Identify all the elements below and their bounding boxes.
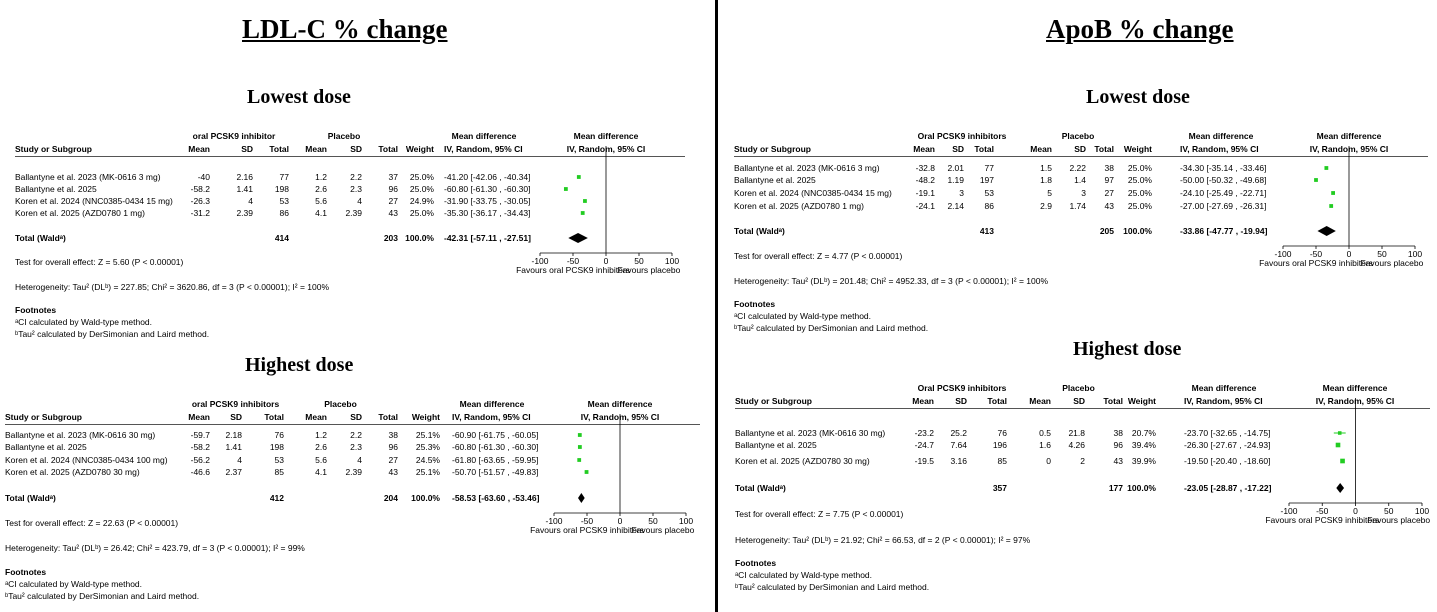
left-highest-row-2-sd2: 4 <box>357 455 362 465</box>
left-highest-header-sd2: SD <box>350 412 362 422</box>
left-lowest-total-ci: -42.31 [-57.11 , -27.51] <box>444 233 531 243</box>
left-lowest-row-3-sd2: 2.39 <box>345 208 362 218</box>
right-highest-header-mean2: Mean <box>1029 396 1051 406</box>
left-highest-total-weight: 100.0% <box>411 493 440 503</box>
right-highest-header-sd1: SD <box>955 396 967 406</box>
right-lowest-tick-label-1: -50 <box>1309 249 1323 259</box>
right-lowest-total-label: Total (Waldᵃ) <box>734 226 785 236</box>
right-highest-row-2-sd2: 2 <box>1080 456 1085 466</box>
left-lowest-row-2-mean2: 5.6 <box>315 196 327 206</box>
right-lowest-row-1-sd2: 1.4 <box>1074 175 1086 185</box>
left-lowest-row-0-sd1: 2.16 <box>236 172 253 182</box>
left-lowest-header-drug: oral PCSK9 inhibitor <box>192 131 276 141</box>
left-highest-row-2-weight: 24.5% <box>415 455 440 465</box>
left-highest-footnote-2: ᵇTau² calculated by DerSimonian and Laird method. <box>5 591 200 601</box>
left-lowest-row-3-n1: 86 <box>279 208 289 218</box>
right-lowest-row-3-sd1: 2.14 <box>947 201 964 211</box>
right-lowest-header-sd2: SD <box>1074 144 1086 154</box>
left-lowest-header-sd1: SD <box>241 144 253 154</box>
right-lowest-row-2-mean1: -19.1 <box>915 188 935 198</box>
left-lowest-row-1-ci: -60.80 [-61.30 , -60.30] <box>444 184 531 194</box>
right-highest-header-placebo: Placebo <box>1062 383 1095 393</box>
right-highest-tick-label-1: -50 <box>1316 506 1329 516</box>
left-lowest-header-study: Study or Subgroup <box>15 144 92 154</box>
left-lowest-total-n2: 203 <box>383 233 398 243</box>
right-highest-point-0 <box>1338 431 1342 435</box>
left-lowest-header-md-plot: Mean difference <box>573 131 639 141</box>
right-lowest-favours-right: Favours placebo <box>1360 258 1424 268</box>
right-highest-header-study: Study or Subgroup <box>735 396 812 406</box>
left-highest-row-3-ci: -50.70 [-51.57 , -49.83] <box>452 467 539 477</box>
left-lowest-row-2-mean1: -26.3 <box>190 196 210 206</box>
right-highest-point-2 <box>1340 459 1345 464</box>
right-lowest-header-total2: Total <box>1094 144 1114 154</box>
left-lowest-row-3-ci: -35.30 [-36.17 , -34.43] <box>444 208 531 218</box>
right-highest-row-2-mean2: 0 <box>1046 456 1051 466</box>
left-highest-row-2-mean2: 5.6 <box>315 455 327 465</box>
right-highest-tick-label-2: 0 <box>1353 506 1358 516</box>
right-lowest-row-3-weight: 25.0% <box>1127 201 1152 211</box>
ldl-half <box>0 0 715 612</box>
right-highest-header-md: Mean difference <box>1191 383 1257 393</box>
left-lowest-header-mean2: Mean <box>305 144 327 154</box>
right-highest-row-0-n2: 38 <box>1113 428 1123 438</box>
right-lowest-row-2-sd1: 3 <box>959 188 964 198</box>
right-highest-total-n2: 177 <box>1108 483 1123 493</box>
left-highest-row-2-n2: 27 <box>388 455 398 465</box>
left-highest-point-2 <box>577 458 581 462</box>
left-highest-row-1-n1: 198 <box>269 442 284 452</box>
left-lowest-tick-label-2: 0 <box>603 256 609 266</box>
left-highest-row-3-mean2: 4.1 <box>315 467 327 477</box>
right-lowest-row-0-sd1: 2.01 <box>947 163 964 173</box>
left-highest-footnote-0: Footnotes <box>5 567 47 577</box>
left-lowest-footnote-1: ᵃCI calculated by Wald-type method. <box>15 317 153 327</box>
left-lowest-row-3-mean1: -31.2 <box>190 208 210 218</box>
right-lowest-header-drug: Oral PCSK9 inhibitors <box>917 131 1007 141</box>
right-lowest-row-1-mean2: 1.8 <box>1040 175 1052 185</box>
right-highest-row-0-mean1: -23.2 <box>914 428 934 438</box>
right-highest-tick-label-4: 100 <box>1414 506 1430 516</box>
right-highest-row-2-ci: -19.50 [-20.40 , -18.60] <box>1184 456 1271 466</box>
left-highest-row-0-sd2: 2.2 <box>350 430 362 440</box>
left-lowest-row-1-sd2: 2.3 <box>350 184 362 194</box>
left-lowest-row-0-mean2: 1.2 <box>315 172 327 182</box>
right-highest-heterogeneity: Heterogeneity: Tau² (DLᵇ) = 21.92; Chi² = 66.53, df = 2 (P < 0.00001); I² = 97% <box>735 535 1031 545</box>
left-lowest-row-1-mean2: 2.6 <box>315 184 327 194</box>
right-lowest-header-md-sub-plot: IV, Random, 95% CI <box>1309 144 1389 154</box>
right-lowest-row-0-mean1: -32.8 <box>915 163 935 173</box>
left-highest-total-n2: 204 <box>383 493 398 503</box>
right-lowest-row-0-weight: 25.0% <box>1127 163 1152 173</box>
right-highest-favours-right: Favours placebo <box>1367 515 1431 525</box>
left-highest-row-1-study: Ballantyne et al. 2025 <box>5 442 87 452</box>
right-lowest-row-1-ci: -50.00 [-50.32 , -49.68] <box>1180 175 1267 185</box>
right-lowest-header-mean2: Mean <box>1030 144 1052 154</box>
left-highest-header-total2: Total <box>378 412 398 422</box>
right-lowest-row-2-n2: 27 <box>1104 188 1114 198</box>
left-highest-row-0-ci: -60.90 [-61.75 , -60.05] <box>452 430 539 440</box>
right-highest-header-weight: Weight <box>1127 396 1156 406</box>
left-highest-row-0-mean1: -59.7 <box>190 430 210 440</box>
left-lowest-row-0-weight: 25.0% <box>409 172 434 182</box>
left-highest-row-0-study: Ballantyne et al. 2023 (MK-0616 30 mg) <box>5 430 156 440</box>
left-lowest-row-1-mean1: -58.2 <box>190 184 210 194</box>
left-lowest-tick-label-1: -50 <box>566 256 580 266</box>
right-highest-total-label: Total (Waldᵃ) <box>735 483 786 493</box>
left-highest-heterogeneity: Heterogeneity: Tau² (DLᵇ) = 26.42; Chi² = 423.79, df = 3 (P < 0.00001); I² = 99% <box>5 543 305 553</box>
left-lowest-total-n1: 414 <box>274 233 289 243</box>
right-highest-footnote-0: Footnotes <box>735 558 777 568</box>
left-highest-pooled-diamond <box>578 493 585 503</box>
left-highest-tick-label-1: -50 <box>580 516 594 526</box>
right-highest-row-1-weight: 39.4% <box>1131 440 1156 450</box>
left-lowest-row-2-ci: -31.90 [-33.75 , -30.05] <box>444 196 531 206</box>
left-highest-overall-effect: Test for overall effect: Z = 22.63 (P < 0.00001) <box>5 518 179 528</box>
left-lowest-header-total1: Total <box>269 144 289 154</box>
right-highest-row-1-mean2: 1.6 <box>1039 440 1051 450</box>
left-lowest-row-2-study: Koren et al. 2024 (NNC0385-0434 15 mg) <box>15 196 173 206</box>
left-lowest-row-1-sd1: 1.41 <box>236 184 253 194</box>
left-highest-row-1-n2: 96 <box>388 442 398 452</box>
right-highest-header-md-plot: Mean difference <box>1322 383 1388 393</box>
left-lowest-row-2-n1: 53 <box>279 196 289 206</box>
left-highest-header-total1: Total <box>264 412 284 422</box>
left-lowest-row-0-study: Ballantyne et al. 2023 (MK-0616 3 mg) <box>15 172 161 182</box>
left-highest-row-1-mean1: -58.2 <box>190 442 210 452</box>
right-lowest-footnote-0: Footnotes <box>734 299 776 309</box>
left-highest-row-3-study: Koren et al. 2025 (AZD0780 30 mg) <box>5 467 140 477</box>
right-highest-total-weight: 100.0% <box>1127 483 1156 493</box>
left-lowest-row-1-n1: 198 <box>274 184 289 194</box>
right-highest-row-2-weight: 39.9% <box>1131 456 1156 466</box>
left-highest-header-placebo: Placebo <box>324 399 357 409</box>
left-highest-row-2-mean1: -56.2 <box>190 455 210 465</box>
right-lowest-favours-left: Favours oral PCSK9 inhibitors <box>1259 258 1373 268</box>
left-lowest-tick-label-3: 50 <box>634 256 644 266</box>
right-lowest-header-mean1: Mean <box>913 144 935 154</box>
right-lowest-row-3-ci: -27.00 [-27.69 , -26.31] <box>1180 201 1267 211</box>
left-highest-header-mean2: Mean <box>305 412 327 422</box>
left-highest-header-weight: Weight <box>411 412 440 422</box>
right-highest-point-1 <box>1336 443 1341 448</box>
left-lowest-tick-label-4: 100 <box>664 256 680 266</box>
right-lowest-header-md: Mean difference <box>1188 131 1254 141</box>
right-highest-header-sd2: SD <box>1073 396 1085 406</box>
left-lowest-row-1-n2: 96 <box>388 184 398 194</box>
left-lowest-overall-effect: Test for overall effect: Z = 5.60 (P < 0.00001) <box>15 257 184 267</box>
right-highest-header-md-sub: IV, Random, 95% CI <box>1184 396 1263 406</box>
right-lowest-tick-label-4: 100 <box>1407 249 1423 259</box>
right-highest-row-1-n2: 96 <box>1113 440 1123 450</box>
right-lowest-row-1-weight: 25.0% <box>1127 175 1152 185</box>
left-lowest-header-weight: Weight <box>405 144 434 154</box>
right-lowest-row-3-mean1: -24.1 <box>915 201 935 211</box>
left-highest-favours-left: Favours oral PCSK9 inhibitors <box>530 525 644 535</box>
left-highest-row-0-weight: 25.1% <box>415 430 440 440</box>
left-lowest-tick-label-0: -100 <box>531 256 549 266</box>
apob-main-title: ApoB % change <box>1046 14 1234 44</box>
right-highest-row-2-mean1: -19.5 <box>914 456 934 466</box>
right-highest-header-mean1: Mean <box>912 396 934 406</box>
right-highest-row-2-sd1: 3.16 <box>950 456 967 466</box>
left-lowest-header-md-sub-plot: IV, Random, 95% CI <box>566 144 646 154</box>
left-highest-point-0 <box>578 433 582 437</box>
right-lowest-row-0-ci: -34.30 [-35.14 , -33.46] <box>1180 163 1267 173</box>
left-highest-row-3-mean1: -46.6 <box>190 467 210 477</box>
left-highest-row-3-sd2: 2.39 <box>345 467 362 477</box>
right-highest-row-0-mean2: 0.5 <box>1039 428 1051 438</box>
right-lowest-header-sd1: SD <box>952 144 964 154</box>
left-highest-header-study: Study or Subgroup <box>5 412 82 422</box>
right-lowest-row-0-study: Ballantyne et al. 2023 (MK-0616 3 mg) <box>734 163 880 173</box>
left-highest-row-2-ci: -61.80 [-63.65 , -59.95] <box>452 455 539 465</box>
right-lowest-row-3-n2: 43 <box>1104 201 1114 211</box>
left-lowest-total-label: Total (Waldᵃ) <box>15 233 66 243</box>
left-lowest-row-2-n2: 27 <box>388 196 398 206</box>
left-lowest-row-2-sd2: 4 <box>357 196 362 206</box>
left-highest-header-md-sub: IV, Random, 95% CI <box>452 412 531 422</box>
right-highest-tick-label-3: 50 <box>1384 506 1394 516</box>
left-highest-row-0-sd1: 2.18 <box>225 430 242 440</box>
left-highest-header-md: Mean difference <box>459 399 525 409</box>
right-lowest-total-ci: -33.86 [-47.77 , -19.94] <box>1180 226 1268 236</box>
left-lowest-row-0-n1: 77 <box>279 172 289 182</box>
right-lowest-row-1-n2: 97 <box>1104 175 1114 185</box>
right-lowest-header-md-plot: Mean difference <box>1316 131 1382 141</box>
right-lowest-footnote-2: ᵇTau² calculated by DerSimonian and Laird method. <box>734 323 929 333</box>
right-lowest-row-3-study: Koren et al. 2025 (AZD0780 1 mg) <box>734 201 864 211</box>
right-highest-favours-left: Favours oral PCSK9 inhibitors <box>1265 515 1380 525</box>
left-highest-row-1-mean2: 2.6 <box>315 442 327 452</box>
left-lowest-header-total2: Total <box>378 144 398 154</box>
right-lowest-total-weight: 100.0% <box>1123 226 1152 236</box>
left-highest-row-1-sd2: 2.3 <box>350 442 362 452</box>
left-lowest-heterogeneity: Heterogeneity: Tau² (DLᵇ) = 227.85; Chi² = 3620.86, df = 3 (P < 0.00001); I² = 100% <box>15 282 330 292</box>
right-lowest-row-0-mean2: 1.5 <box>1040 163 1052 173</box>
left-lowest-row-2-weight: 24.9% <box>409 196 434 206</box>
left-lowest-row-1-study: Ballantyne et al. 2025 <box>15 184 97 194</box>
left-lowest-favours-right: Favours placebo <box>617 265 681 275</box>
right-lowest-total-n2: 205 <box>1099 226 1114 236</box>
right-highest-overall-effect: Test for overall effect: Z = 7.75 (P < 0.00001) <box>735 509 904 519</box>
left-lowest-total-weight: 100.0% <box>405 233 434 243</box>
left-highest-row-0-n2: 38 <box>388 430 398 440</box>
right-highest-row-0-ci: -23.70 [-32.65 , -14.75] <box>1184 428 1271 438</box>
right-highest-row-2-n1: 85 <box>997 456 1007 466</box>
left-highest-tick-label-2: 0 <box>617 516 623 526</box>
right-highest-row-0-n1: 76 <box>997 428 1007 438</box>
right-lowest-row-1-n1: 197 <box>979 175 994 185</box>
right-lowest-header-study: Study or Subgroup <box>734 144 811 154</box>
right-highest-row-1-sd1: 7.64 <box>950 440 967 450</box>
left-lowest-footnote-0: Footnotes <box>15 305 57 315</box>
right-lowest-row-0-n1: 77 <box>984 163 994 173</box>
left-lowest-row-0-ci: -41.20 [-42.06 , -40.34] <box>444 172 531 182</box>
right-lowest-row-2-n1: 53 <box>984 188 994 198</box>
left-highest-favours-right: Favours placebo <box>631 525 695 535</box>
left-highest-tick-label-4: 100 <box>678 516 694 526</box>
right-lowest-row-2-ci: -24.10 [-25.49 , -22.71] <box>1180 188 1267 198</box>
left-highest-row-3-sd1: 2.37 <box>225 467 242 477</box>
left-lowest-header-md: Mean difference <box>451 131 517 141</box>
left-highest-row-3-weight: 25.1% <box>415 467 440 477</box>
left-highest-row-2-n1: 53 <box>274 455 284 465</box>
left-lowest-row-3-n2: 43 <box>388 208 398 218</box>
right-highest-tick-label-0: -100 <box>1280 506 1298 516</box>
right-lowest-row-0-n2: 38 <box>1104 163 1114 173</box>
left-highest-tick-label-0: -100 <box>545 516 563 526</box>
right-highest-row-2-study: Koren et al. 2025 (AZD0780 30 mg) <box>735 456 870 466</box>
left-lowest-row-3-weight: 25.0% <box>409 208 434 218</box>
left-lowest-row-2-sd1: 4 <box>248 196 253 206</box>
left-lowest-header-md-sub: IV, Random, 95% CI <box>444 144 523 154</box>
left-lowest-row-3-mean2: 4.1 <box>315 208 327 218</box>
right-highest-row-0-study: Ballantyne et al. 2023 (MK-0616 30 mg) <box>735 428 886 438</box>
left-lowest-row-1-weight: 25.0% <box>409 184 434 194</box>
left-lowest-header-placebo: Placebo <box>327 131 361 141</box>
left-highest-row-3-n2: 43 <box>388 467 398 477</box>
right-highest-header-drug: Oral PCSK9 inhibitors <box>917 383 1007 393</box>
left-highest-row-0-n1: 76 <box>274 430 284 440</box>
left-lowest-favours-left: Favours oral PCSK9 inhibitors <box>516 265 630 275</box>
right-lowest-row-3-n1: 86 <box>984 201 994 211</box>
right-lowest-total-n1: 413 <box>979 226 994 236</box>
left-highest-row-1-weight: 25.3% <box>415 442 440 452</box>
right-lowest-header-placebo: Placebo <box>1061 131 1095 141</box>
right-highest-row-1-n1: 196 <box>992 440 1007 450</box>
right-highest-row-0-sd1: 25.2 <box>950 428 967 438</box>
right-lowest-row-3-mean2: 2.9 <box>1040 201 1052 211</box>
left-highest-point-3 <box>585 470 589 474</box>
left-highest-row-1-sd1: 1.41 <box>225 442 242 452</box>
right-lowest-footnote-1: ᵃCI calculated by Wald-type method. <box>734 311 872 321</box>
left-highest-header-md-sub-plot: IV, Random, 95% CI <box>580 412 660 422</box>
left-lowest-header-mean1: Mean <box>188 144 210 154</box>
right-highest-row-1-sd2: 4.26 <box>1068 440 1085 450</box>
right-highest-row-0-weight: 20.7% <box>1131 428 1156 438</box>
right-highest-total-ci: -23.05 [-28.87 , -17.22] <box>1184 483 1272 493</box>
left-highest-row-2-sd1: 4 <box>237 455 242 465</box>
right-highest-footnote-2: ᵇTau² calculated by DerSimonian and Laird method. <box>735 582 930 592</box>
left-highest-header-drug: oral PCSK9 inhibitors <box>191 399 280 409</box>
right-lowest-row-1-sd1: 1.19 <box>947 175 964 185</box>
right-highest-row-1-mean1: -24.7 <box>914 440 934 450</box>
right-lowest-row-2-study: Koren et al. 2024 (NNC0385-0434 15 mg) <box>734 188 892 198</box>
left-lowest-row-0-sd2: 2.2 <box>350 172 362 182</box>
right-highest-header-total1: Total <box>987 396 1007 406</box>
right-highest-pooled-diamond <box>1336 483 1344 493</box>
right-highest-row-0-sd2: 21.8 <box>1068 428 1085 438</box>
left-highest-header-md-plot: Mean difference <box>587 399 653 409</box>
right-lowest-tick-label-3: 50 <box>1377 249 1387 259</box>
right-lowest-row-1-mean1: -48.2 <box>915 175 935 185</box>
right-lowest-row-0-sd2: 2.22 <box>1069 163 1086 173</box>
left-highest-point-1 <box>578 445 582 449</box>
right-lowest-header-total1: Total <box>974 144 994 154</box>
left-highest-dose-title: Highest dose <box>245 354 354 376</box>
left-lowest-row-3-study: Koren et al. 2025 (AZD0780 1 mg) <box>15 208 145 218</box>
left-highest-footnote-1: ᵃCI calculated by Wald-type method. <box>5 579 143 589</box>
left-highest-header-sd1: SD <box>230 412 242 422</box>
left-highest-tick-label-3: 50 <box>648 516 658 526</box>
right-lowest-dose-title: Lowest dose <box>1086 86 1190 108</box>
right-lowest-row-1-study: Ballantyne et al. 2025 <box>734 175 816 185</box>
right-lowest-tick-label-0: -100 <box>1274 249 1292 259</box>
right-highest-row-1-ci: -26.30 [-27.67 , -24.93] <box>1184 440 1271 450</box>
left-lowest-dose-title: Lowest dose <box>247 86 351 108</box>
left-highest-header-mean1: Mean <box>188 412 210 422</box>
right-lowest-tick-label-2: 0 <box>1346 249 1352 259</box>
right-highest-header-md-sub-plot: IV, Random, 95% CI <box>1315 396 1395 406</box>
right-highest-total-n1: 357 <box>992 483 1007 493</box>
right-highest-footnote-1: ᵃCI calculated by Wald-type method. <box>735 570 873 580</box>
right-lowest-row-3-sd2: 1.74 <box>1069 201 1086 211</box>
right-lowest-row-2-weight: 25.0% <box>1127 188 1152 198</box>
left-highest-total-ci: -58.53 [-63.60 , -53.46] <box>452 493 540 503</box>
apob-half <box>718 0 1437 612</box>
left-lowest-header-sd2: SD <box>350 144 362 154</box>
right-highest-header-total2: Total <box>1103 396 1123 406</box>
left-highest-total-n1: 412 <box>269 493 284 503</box>
right-highest-dose-title: Highest dose <box>1073 338 1182 360</box>
ldl-main-title: LDL-C % change <box>242 14 448 44</box>
left-lowest-row-0-n2: 37 <box>388 172 398 182</box>
left-highest-row-1-ci: -60.80 [-61.30 , -60.30] <box>452 442 539 452</box>
right-lowest-row-2-mean2: 5 <box>1047 188 1052 198</box>
right-lowest-row-2-sd2: 3 <box>1081 188 1086 198</box>
left-lowest-row-0-mean1: -40 <box>197 172 210 182</box>
left-lowest-row-3-sd1: 2.39 <box>236 208 253 218</box>
right-lowest-overall-effect: Test for overall effect: Z = 4.77 (P < 0.00001) <box>734 251 903 261</box>
left-highest-row-3-n1: 85 <box>274 467 284 477</box>
right-lowest-heterogeneity: Heterogeneity: Tau² (DLᵇ) = 201.48; Chi² = 4952.33, df = 3 (P < 0.00001); I² = 100% <box>734 276 1049 286</box>
right-highest-row-2-n2: 43 <box>1113 456 1123 466</box>
left-highest-row-0-mean2: 1.2 <box>315 430 327 440</box>
right-lowest-header-md-sub: IV, Random, 95% CI <box>1180 144 1259 154</box>
right-lowest-header-weight: Weight <box>1123 144 1152 154</box>
left-highest-row-2-study: Koren et al. 2024 (NNC0385-0434 100 mg) <box>5 455 168 465</box>
right-highest-row-1-study: Ballantyne et al. 2025 <box>735 440 817 450</box>
left-lowest-footnote-2: ᵇTau² calculated by DerSimonian and Laird method. <box>15 329 210 339</box>
left-highest-total-label: Total (Waldᵃ) <box>5 493 56 503</box>
